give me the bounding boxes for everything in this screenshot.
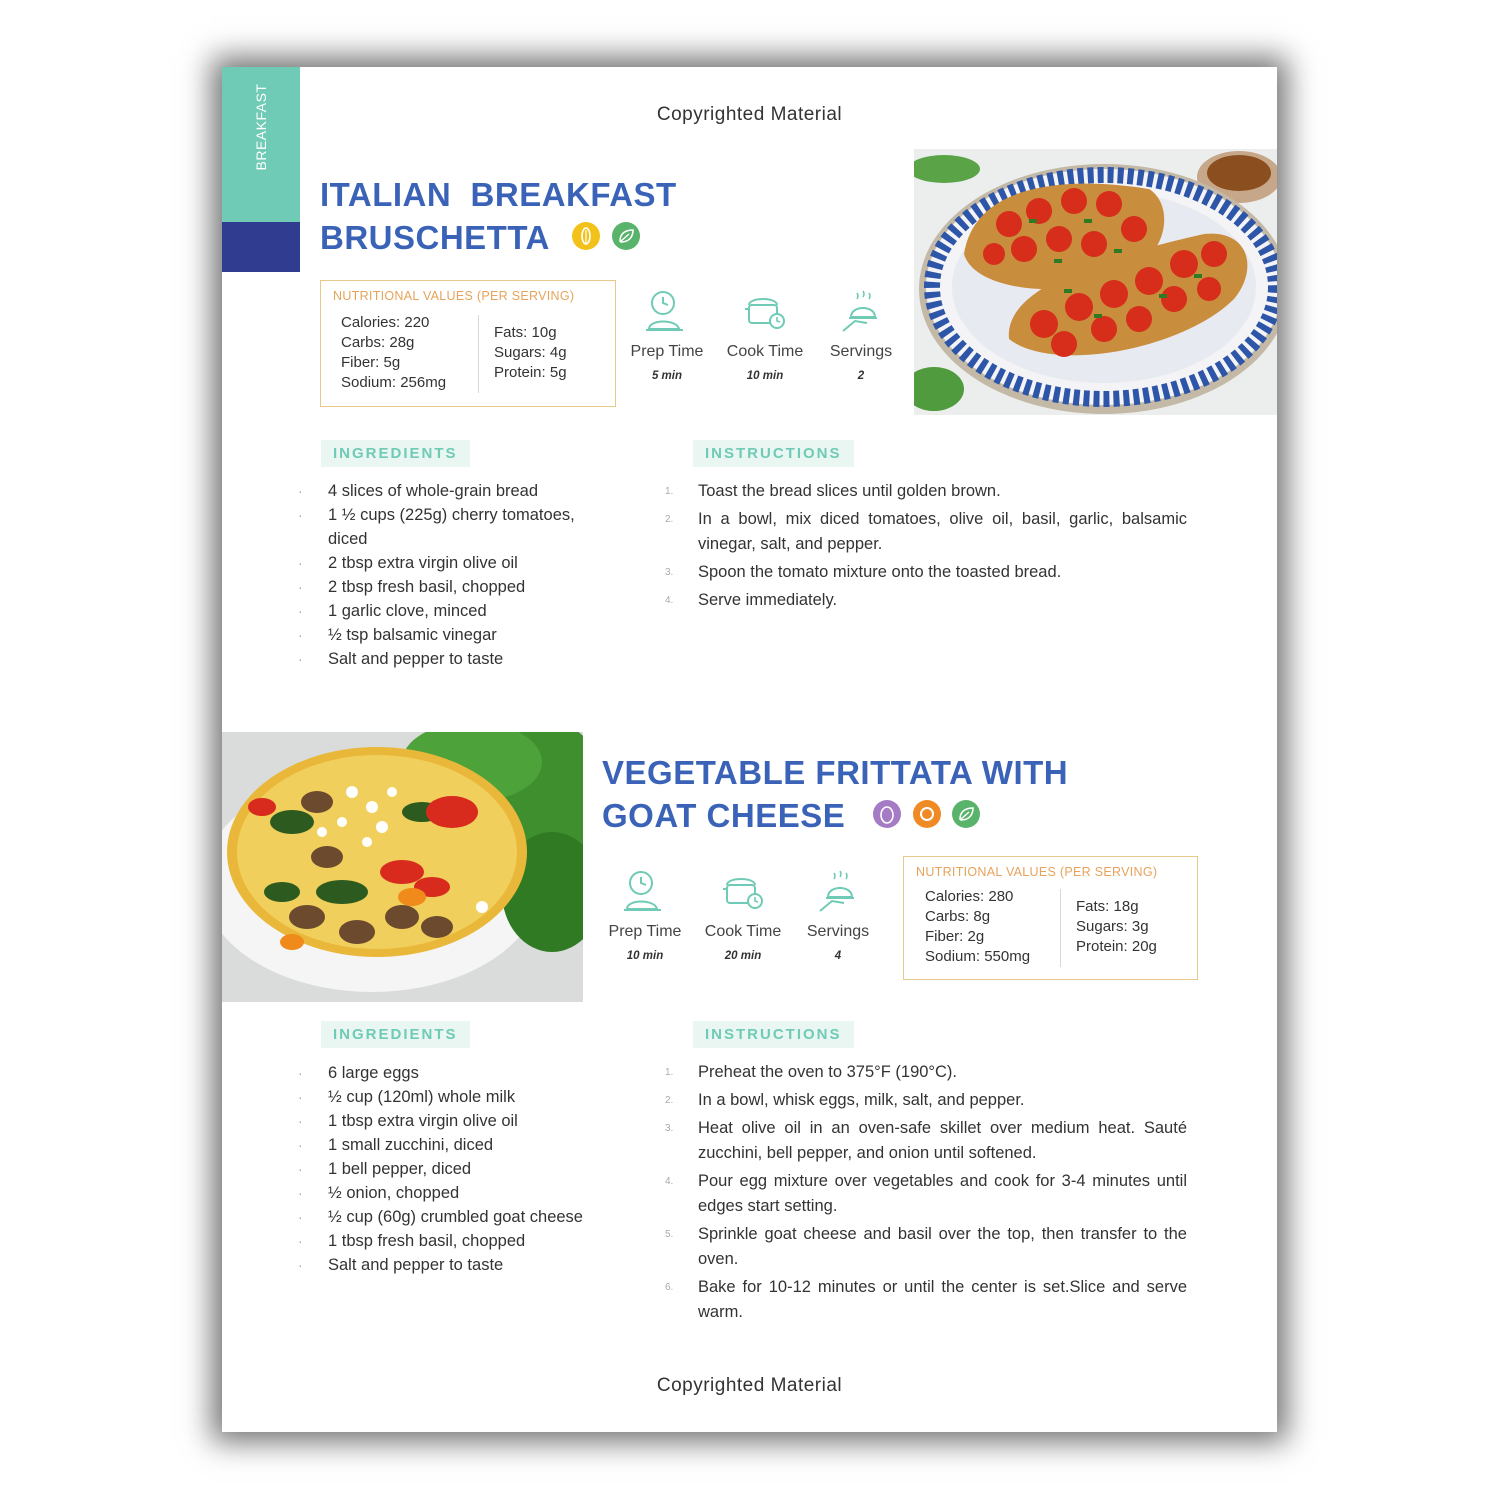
cook-time-icon — [741, 287, 789, 335]
prep-time-label: Prep Time — [630, 343, 704, 360]
ring-badge-icon — [913, 800, 941, 828]
egg-badge-icon — [873, 800, 901, 828]
nutrition-header: NUTRITIONAL VALUES (PER SERVING) — [916, 865, 1158, 879]
nutrition-calories: Calories: 280 — [925, 888, 1014, 905]
servings-icon — [837, 287, 885, 335]
cook-time-icon — [719, 867, 767, 915]
recipe-1-servings — [813, 287, 909, 382]
ingredient-item: · 6 large eggs — [298, 1061, 628, 1085]
nutrition-fats: Fats: 18g — [1076, 898, 1139, 915]
ingredient-item: · 1 garlic clove, minced — [298, 599, 618, 623]
copyright-bottom: Copyrighted Material — [656, 1375, 843, 1396]
recipe-2-ingredients-list — [298, 1061, 628, 1277]
instruction-step: 2. In a bowl, whisk eggs, milk, salt, and pepper. — [665, 1091, 1025, 1109]
recipe-2-servings — [790, 867, 886, 962]
nutrition-col-1 — [925, 887, 1030, 967]
ingredient-item: · 4 slices of whole-grain bread — [298, 479, 618, 503]
servings-icon — [814, 867, 862, 915]
instruction-step: 1. Preheat the oven to 375°F (190°C). — [665, 1063, 958, 1081]
nutrition-fiber: Fiber: 2g — [925, 928, 985, 945]
servings-value: 2 — [857, 370, 865, 382]
page-number-tab — [222, 222, 300, 409]
nutrition-sodium: Sodium: 550mg — [925, 948, 1031, 965]
instruction-step: 2. In a bowl, mix diced tomatoes, olive oil, basil, garlic, balsamic vinegar, salt, and pepper. — [665, 510, 1187, 553]
cookbook-page — [222, 67, 1277, 1432]
copyright-top: Copyrighted Material — [656, 104, 843, 125]
recipe-2-title — [602, 751, 1068, 837]
recipe-2-cook-time — [695, 867, 791, 962]
nutrition-carbs: Carbs: 8g — [925, 908, 991, 925]
recipe-1-instructions-heading: INSTRUCTIONS — [693, 440, 854, 467]
cook-time-label: Cook Time — [726, 343, 804, 360]
recipe-1-title — [320, 173, 677, 259]
recipe-1-title-line1: ITALIAN BREAKFAST — [320, 176, 677, 213]
nutrition-header: NUTRITIONAL VALUES (PER SERVING) — [333, 289, 575, 303]
ingredient-item: · 2 tbsp fresh basil, chopped — [298, 575, 618, 599]
recipe-2-ingredients-heading: INGREDIENTS — [321, 1021, 470, 1048]
recipe-2-instructions-list — [665, 1060, 1187, 1328]
instruction-step: 3. Heat olive oil in an oven-safe skillet over medium heat. Sauté zucchini, bell pepper, and onion until softened. — [665, 1119, 1187, 1162]
recipe-1-nutrition-box — [320, 280, 616, 407]
nutrition-calories: Calories: 220 — [341, 314, 430, 331]
recipe-1-prep-time — [619, 287, 715, 382]
section-label: BREAKFAST — [253, 83, 269, 171]
ingredient-item: · 2 tbsp extra virgin olive oil — [298, 551, 618, 575]
ingredient-item: · 1 tbsp extra virgin olive oil — [298, 1109, 628, 1133]
cook-time-value: 10 min — [746, 370, 784, 382]
prep-time-icon — [643, 287, 691, 335]
ingredient-item: · 1 ½ cups (225g) cherry tomatoes, diced — [298, 503, 578, 551]
frittata-photo — [222, 732, 583, 1002]
instruction-step: 4. Pour egg mixture over vegetables and cook for 3-4 minutes until edges start setting. — [665, 1172, 1187, 1215]
leaf-badge-icon — [952, 800, 980, 828]
ingredient-item: · ½ tsp balsamic vinegar — [298, 623, 618, 647]
recipe-1-instructions-list — [665, 479, 1187, 616]
nutrition-col-2 — [494, 323, 567, 383]
recipe-2-prep-time — [597, 867, 693, 962]
recipe-1-cook-time — [717, 287, 813, 382]
leaf-badge-icon — [612, 222, 640, 250]
nutrition-fats: Fats: 10g — [494, 324, 557, 341]
instruction-step: 3. Spoon the tomato mixture onto the toasted bread. — [665, 563, 1062, 581]
ingredient-item: · Salt and pepper to taste — [298, 647, 618, 671]
nutrition-sugars: Sugars: 4g — [494, 344, 567, 361]
ingredient-item: · ½ cup (120ml) whole milk — [298, 1085, 628, 1109]
prep-time-value: 10 min — [626, 950, 664, 962]
nutrition-carbs: Carbs: 28g — [341, 334, 415, 351]
ingredient-item: · ½ cup (60g) crumbled goat cheese — [298, 1205, 628, 1229]
servings-label: Servings — [806, 923, 870, 940]
nutrition-sugars: Sugars: 3g — [1076, 918, 1149, 935]
instruction-step: 1. Toast the bread slices until golden brown. — [665, 482, 1001, 500]
instruction-step: 4. Serve immediately. — [665, 591, 838, 609]
ingredient-item: · ½ onion, chopped — [298, 1181, 628, 1205]
recipe-2-title-line1: VEGETABLE FRITTATA WITH — [602, 754, 1069, 791]
nutrition-divider — [478, 315, 479, 393]
recipe-2-instructions-heading: INSTRUCTIONS — [693, 1021, 854, 1048]
page-number: 16 — [250, 387, 271, 409]
recipe-1-title-line2: BRUSCHETTA — [320, 219, 549, 256]
ingredient-item: · Salt and pepper to taste — [298, 1253, 628, 1277]
bruschetta-photo — [914, 149, 1277, 415]
prep-time-icon — [621, 867, 669, 915]
nutrition-protein: Protein: 20g — [1076, 938, 1157, 955]
ingredient-item: · 1 tbsp fresh basil, chopped — [298, 1229, 628, 1253]
recipe-2-nutrition-box — [903, 856, 1198, 980]
recipe-1-ingredients-list — [298, 479, 618, 671]
cook-time-label: Cook Time — [704, 923, 782, 940]
servings-label: Servings — [829, 343, 893, 360]
prep-time-value: 5 min — [651, 370, 683, 382]
nutrition-divider — [1060, 889, 1061, 967]
instruction-step: 6. Bake for 10-12 minutes or until the center is set.Slice and serve warm. — [665, 1278, 1187, 1321]
grain-badge-icon — [572, 222, 600, 250]
nutrition-col-2 — [1076, 897, 1157, 957]
recipe-1-ingredients-heading: INGREDIENTS — [321, 440, 470, 467]
ingredient-item: · 1 bell pepper, diced — [298, 1157, 628, 1181]
servings-value: 4 — [834, 950, 842, 962]
nutrition-sodium: Sodium: 256mg — [341, 374, 447, 391]
nutrition-fiber: Fiber: 5g — [341, 354, 401, 371]
nutrition-col-1 — [341, 313, 446, 393]
instruction-step: 5. Sprinkle goat cheese and basil over the top, then transfer to the oven. — [665, 1225, 1187, 1268]
ingredient-item: · 1 small zucchini, diced — [298, 1133, 628, 1157]
prep-time-label: Prep Time — [608, 923, 682, 940]
cook-time-value: 20 min — [724, 950, 762, 962]
nutrition-protein: Protein: 5g — [494, 364, 567, 381]
recipe-2-title-line2: GOAT CHEESE — [602, 797, 846, 834]
